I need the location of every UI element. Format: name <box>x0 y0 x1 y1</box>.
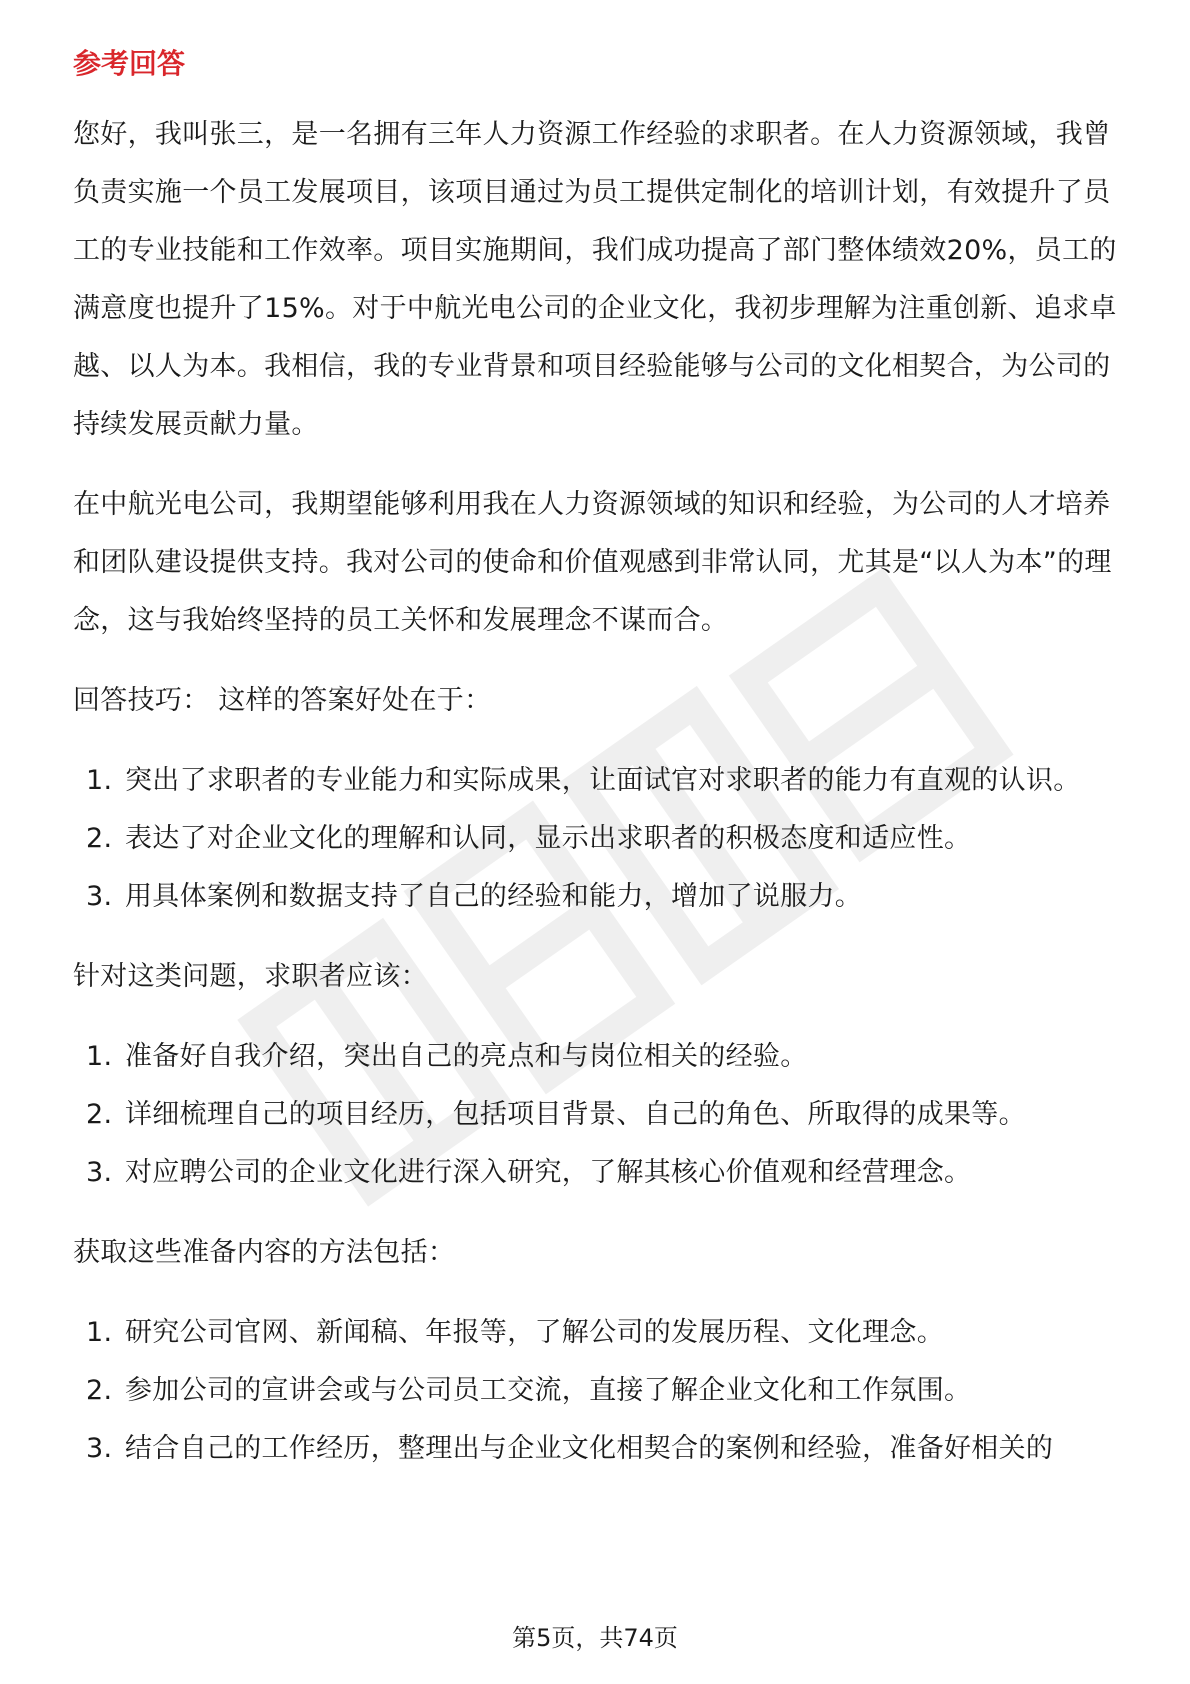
section-heading: 参考回答 <box>73 47 186 80</box>
list-item <box>73 1144 1128 1202</box>
methods-heading: 获取这些准备内容的方法包括： <box>73 1237 456 1268</box>
list-item-text: 研究公司官网、新闻稿、年报等，了解公司的发展历程、文化理念。 <box>125 1317 944 1348</box>
list-item <box>73 1086 1128 1144</box>
list-item-text: 详细梳理自己的项目经历，包括项目背景、自己的角色、所取得的成果等。 <box>125 1099 1026 1130</box>
list-item <box>73 752 1128 810</box>
list-item-text: 结合自己的工作经历，整理出与企业文化相契合的案例和经验，准备好相关的 <box>125 1433 1054 1464</box>
list-item-text: 用具体案例和数据支持了自己的经验和能力，增加了说服力。 <box>125 881 863 912</box>
list-item <box>73 810 1128 868</box>
intro-paragraph: 在中航光电公司，我期望能够利用我在人力资源领域的知识和经验，为公司的人才培养和团队建设提供支持。我对公司的使命和价值观感到非常认同，尤其是“以人为本”的理念，这与我始终坚持的员工关怀和发展理念不谋而合。 <box>73 489 1112 636</box>
intro-paragraph: 您好，我叫张三，是一名拥有三年人力资源工作经验的求职者。在人力资源领域，我曾负责实施一个员工发展项目，该项目通过为员工提供定制化的培训计划，有效提升了员工的专业技能和工作效率。项目实施期间，我们成功提高了部门整体绩效20%，员工的满意度也提升了15%。对于中航光电公司的企业文化，我初步理解为注重创新、追求卓越、以人为本。我相信，我的专业背景和项目经验能够与公司的文化相契合，为公司的持续发展贡献力量。 <box>73 119 1117 440</box>
list-number: 1. <box>86 1041 113 1072</box>
list-number: 3. <box>86 881 113 912</box>
list-item <box>73 1304 1128 1362</box>
list-item-text: 准备好自我介绍，突出自己的亮点和与岗位相关的经验。 <box>125 1041 808 1072</box>
list-number: 2. <box>86 1375 113 1406</box>
list-number: 1. <box>86 1317 113 1348</box>
list-item <box>73 1420 1128 1478</box>
list-number: 3. <box>86 1433 113 1464</box>
page-number-footer: 第5页，共74页 <box>512 1624 678 1652</box>
tips-heading: 回答技巧： 这样的答案好处在于： <box>73 685 492 716</box>
list-item-text: 突出了求职者的专业能力和实际成果，让面试官对求职者的能力有直观的认识。 <box>125 765 1081 796</box>
advice-list <box>73 1028 1128 1202</box>
methods-list <box>73 1304 1128 1478</box>
list-number: 2. <box>86 1099 113 1130</box>
list-item-text: 参加公司的宣讲会或与公司员工交流，直接了解企业文化和工作氛围。 <box>125 1375 972 1406</box>
list-item <box>73 1028 1128 1086</box>
list-item <box>73 868 1128 926</box>
document-page <box>73 44 1128 1500</box>
list-item-text: 对应聘公司的企业文化进行深入研究，了解其核心价值观和经营理念。 <box>125 1157 972 1188</box>
list-number: 2. <box>86 823 113 854</box>
list-item <box>73 1362 1128 1420</box>
list-number: 1. <box>86 765 113 796</box>
advice-heading: 针对这类问题，求职者应该： <box>73 961 428 992</box>
list-item-text: 表达了对企业文化的理解和认同，显示出求职者的积极态度和适应性。 <box>125 823 972 854</box>
tips-list <box>73 752 1128 926</box>
list-number: 3. <box>86 1157 113 1188</box>
